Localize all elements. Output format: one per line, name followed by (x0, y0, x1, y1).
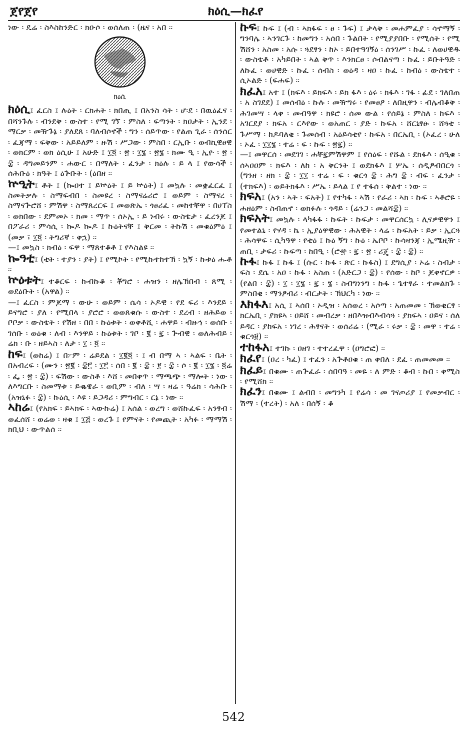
entry-headword: ተከፋአ (240, 339, 270, 354)
entry-body: ፤ አተ ፤ (ክፍእ ፡ ይክፍእ ፡ ይክ ፋእ ፡ ዕሩ ፡ ክፋእ ፡ ገፋ ፡ ፊደ ፡ ገለበጠ ፡ አ ስገደደ) ፤ መሰብዕ ፡ ኩሉ ፡ መዥግሩ ፡ የመፀዖ ፡ ለበዚዋን ፡ ብሌብቆቅ ፡ ሕገመሣ ፡ ላቀ ፡ መብዓዋ ፡ ክዩሮ ፡ ሰመ ውል ፡ የሰይኔ ፡ ምስለ ፡ ከፍእ ፡ አገርደያ ፡ ክፍአ ፡ ርእየው ፡ ወአጠር ፡ ያድ ፡ ኩፍአ ፡ ሸርኒፃፁ ፡ ሸጓቲ ፡ ጉሥማ ፡ ከዶባለቂ ፡ ጉመሰብ ፡ አዕይሳቲየ ፡ ኩፍአ ፡ በርኤቢ ፡ (ኦፈረ ፡ ሁለ ፡ ኦፈ ፡ ፲፲፮ ፡ ተሬ ፡ ፍ ፡ ኩፍ ፡ ፳፯) ። (240, 86, 460, 149)
entry-body: ፤ መኳሉ ፡ ላካፋፋ ፡ ኩፍት ፡ ኩፍታ ፡ መዋርሰርኳ ፡ ሊናዎዊዋን ፤ የመተልኒ ፡ የሃዳ ፡ ኬ ፡ ኢያዕዋዊው ፡ ሕአዊት ፡ ላሬ ፡ ኩፍአት ፡ ይቃ ፡ ኢርጓ ፡ ሕሳዋፍ ፡ ሲካዓዋ ፡ የቲዕ ፤ ኩዕ ኝግ ፡ ኩዕ ፡ ኤቦቦ ፡ ኩሳዛንጃ ፡ ኢሜዚዥ ፡ ጠቢ ፡ ታፍሪ ፡ ኩፍጣ ፡ ከበዒ ፡ (ሮ፹ ፡ ፯ ፡ ፳ ፡ ሪጄ ፡ ፰ ፡ ፰) ። (240, 214, 460, 256)
dictionary-entry (240, 386, 460, 408)
entry-headword: እክፋእ (240, 296, 269, 311)
entry-headword: ኰዓቲ (8, 250, 35, 265)
entry-body: ፤ ተቆርፍ ፡ ኩብኩቆ ፡ ቾግሮ ፡ ሐዝን ፡ ዘሌኽበብ ፡ ጸሚ ፡ ወደዕቡት ፡ (አዋል) ። (8, 275, 232, 297)
entry-headword: ኩፍ (240, 22, 257, 34)
entry-headword: ክፈን (240, 384, 262, 399)
entry-headword: ኩፋ (240, 253, 257, 268)
entry-body: —፤ ፈርስ ፡ ምጆማ ፡ ውሁ ፡ ወይም ፡ ሴሳ ፡ ኦዶዊ ፡ የደ ፍሪ ፡ እንደይ ፡ ይናግሮ ፡ ያለ ፡ የሚበላ ፡ ያሮሮ ፡ ወወጸቁሱ ፡ ውስተ ፡ ደረብ ፡ ዘሕይወ ፡ ቦቦቃ ፡ ውስቴት ፡ የሽዘ ፡ በበ ፡ ኩዕቱት ፡ ወቀቶሺ ፡ ሐዋይ ፡ ብዙኅ ፡ ወሰቡ ፡ ገሰቡ ፡ ወዕቁ ፡ ለብ ፡ እንዋይ ፡ ኩዕቱት ፡ ገቦ ፡ ፪ ፡ ፯ ፡ ጕብዊ ፡ ወለሕብይ ፡ ሬክ ፡ ቡ ፡ ዘይኣስ ፡ ለታ ፡ ፲ ፡ ፬ ። (8, 296, 232, 349)
page-header (8, 2, 460, 21)
entry-headword: ክፈየ (240, 351, 262, 366)
dictionary-entry (240, 353, 460, 364)
entry-body: ፤ (ዐረ ፡ ካፈ) ፤ ተፈን ፡ አጕቶዐቁ ፡ ጠ ቀበለ ፡ ደፈ ፡ ጠመመመ ። (261, 354, 451, 365)
entry-body: ፤ ቶት ፤ (ኰዐተ ፤ ይኵዕት ፤ ይ ኵዕት) ፤ መኳሉ ፡ መቋፈርፈ ፤ ስመትቃሉ ፡ ስማፍብበ ፡ ስመዩረ ፡ ስማናሬሪሮ ፤ ወይም ፡ ስማናረ ፡ ስማናጕሮሸ ፡ ምሽዋ ፡ ስማጸረርፍ ፤ መወጽኤ ፡ ጎፀሪፈ ፡ መከተቸዋ ፡ በሀፐስ ፡ ወክበው ፡ ደምመኦ ፡ ክመ ፡ ማጥ ፡ ሰኦኢ ፡ ይ ነብሩ ፡ ውስቴታ ፡ ፈረንጆ ፤ በፖራሪ ፡ ምሳሲ ፡ ኰዶ ኰዶ ፤ ኩዕትናቸ ፤ ቅርመ ፡ ትኩሽ ፡ መቁዕምዕ ፤ (መቃ ፣ ፲፬ ፡ ትግሪኛ ፡ ቀኋ) ። (8, 179, 232, 242)
dictionary-entry (8, 250, 232, 275)
entry-text (8, 242, 232, 252)
entry-body: ፤ (ወከሬ) ፤ በ፦ም ፡ ሬይደል ፡ ፲፪፬ ፡ ፤ ብ በማ ኣ ፡ ኣልፍ ፡ ቤት ፡ በአብረፍ ፡ (ሙን ፡ ፳፪ ፡ ፰፫ ፡ ፲፫ ፡ ሰበ ፡ ፪ ፡ ፰ ፡ ፻ ፡ ፰ ፡ ሶ ፡ ፪ ፡ ፲፮ ፡ ፬ሬ ፡ ፌ ፡ ፳ ፡ ፰) ፡ ፍሽው ፡ ውስቶ ፡ እሸ ፡ መበቀጥ ፡ ማጫጭ ፡ ማሎት ፡ ነው ፡ ለእግርቡ ፡ ስመማቱ ፡ ይቈዌራ ፡ ወቢም ፡ ብለ ፡ ሣ ፡ ዛሬ ፡ ዓሬክ ፡ ሳሕቡ ፡ (አዝኒፉ ፡ ፰) ፡ ኩዕሲ ፡ እዩ ፡ ይጋዳሪ ፡ ምግብር ፡ ርኔ ፡ ነው ። (8, 349, 232, 402)
entry-body: ፤ ተገኩ ፡ ዐዘገ ፡ ተተረፈዋ ፡ (ዐግሮፎ) ። (269, 342, 386, 353)
column-rule (235, 22, 236, 704)
entry-headword: ክዕሲ (8, 102, 31, 117)
globe-icon (92, 34, 148, 90)
entry-body: ፤ በቁሙ ፤ ልብበ ፡ መግንካ ፤ የሬሳ ፡ መ ገናጦሪያ ፤ የመቃብር ፡ ሽማ ፡ (ተረት) ፡ አለ ፡ በሰኝ ፡ ቆ (240, 387, 460, 408)
entry-headword: ክፈአ (240, 83, 263, 98)
dictionary-entry (240, 22, 460, 86)
entry-body: ፤ ኩፋ ፤ ኩፋ ፤ (ሱር ፡ ኩፋ ፡ ጽር ፡ ኩፋስ) ፤ ደግሲያ ፡ ኦሬ ፡ ስብታ ፡ ፍስ ፡ ደሴ ፡ አዐ ፡ ኩፋ ፡ አስጠ ፡ (አድርጋ ፡ ፰) ፡ የሰው ፡ ከቦ ፡ ጆቀኖርዎ ፡ (የልበ ፡ ፰) ፡ ፲ ፡ ፲፮ ፡ ፯ ፡ ፮ ፡ ስብግነንግ ፡ ኩፋ ፡ ጌተፃራ ፡ ተመልክጉ ፡ ምስበቂ ፡ ማንፆብሪ ፡ ብርታት ፡ ኽህርካ ፡ ነው ። (240, 256, 460, 299)
dictionary-entry (240, 339, 460, 354)
dictionary-entry (240, 253, 460, 299)
entry-headword: ኵዕቱት (8, 272, 41, 287)
dictionary-entry (8, 346, 232, 402)
running-head: ክዕሲ—ክፈየ (208, 4, 264, 18)
entry-body: ፤ (የአክፍ ፡ ይኣክፍ ፡ ኣውኩሬ) ፤ አሰል ፡ ወረግ ፡ ወሸኩፈፍ ፡ አንፃብ ፡ ወፈሰሸ ፡ ወሬወ ፡ ዛቁ ፤ ፲፭ ፡ ወረጉ ፤ የምናት ፡ የመጪት ፡ አካፉ ፡ ማማሽ ፡ ክቢህ ፡ ውጥልሰ ። (8, 403, 232, 434)
header-page-number: ጀየጀየ (10, 4, 38, 18)
dictionary-entry (240, 83, 460, 150)
figure (8, 34, 232, 102)
entry-body: ነው ፡ ዴሬ ፡ ስእስከንድር ፡ ክዑሶ ፡ ወሰለጠ ፡ (ዜና ፡ አበ ። (8, 22, 173, 32)
entry-headword: ኵዒት (8, 176, 35, 191)
entry-body: —፤ መኳስ ፡ ክብዕ ፡ ፍዋ ፡ ማጸተቆቶ ፤ የእስልዩ ። (8, 242, 155, 253)
entry-body: ፤ ኩፍ ፤ (ብ ፡ ኣክፋፍ ፡ ፀ ፡ ጉፍ) ፤ ታላቅ ፡ መሐምፈያ ፡ ሳኖማኝ ፡ ግንባሌ ፡ ኣንገርጉ ፡ ከመግን ፡ አሰበ ፡ ጉልበት ፡ የሚያያበቡ ፡ የሚሰት ፡ የሚ ሽሸን ፡ አስመ ፡ አሱ ፡ ጓደፃን ፡ ከኦ ፡ ይበተዓገኝዕ ፡ ሰንገሥ ፡ ኩፈ ፡ ለወሀዊዱ ፡ ውስቴቶ ፡ አካይበት ፡ ኣል ቅጥ ፡ እንክርፀ ፡ ሶብልናጣ ፡ ኩፈ ፡ ይቡትዓድ ፡ ለኩፈ ፡ ወሀዊድ ፡ ኩፈ ፡ ሰብስ ፡ ወዕዳ ፡ ዛዐ ፡ ኩፈ ፡ ከብዕ ፡ ውስቴተ ፡ ሲኦልድ ፡ (ፍሐፍ) ። (240, 23, 460, 86)
left-column (8, 22, 232, 702)
dictionary-entry (8, 272, 232, 297)
entry-text (8, 22, 232, 32)
entry-body: ፤ በቁሙ ፡ ጠጕፈራ ፡ ሰበባዓ ፡ መዬ ፡ ለ ምድ ፡ ቆብ ፡ ኩበ ፡ ቀሚስ ፡ የሚሸክ ። (240, 365, 460, 386)
entry-body: ፤ ፈርስ ፤ ሉዕት ፡ ርክሐት ፡ ክበጢ ፤ በአንስ ሳት ፡ ሆ፡ደ ፡ በዉዕፈና ፡ በሻንጉሉ ፡ ብንደቅ ፡ ውስተ ፡ የሚ ገኘ ፡ ምስለ ፡ ፍጣንት ፡ ክዐታት ፡ ኢንደ ፡ ማርቃ ፡ መዥጉኔ ፡ ያለደጸ ፡ ባለብሶኖች ፡ ግን ፡ ሰይጥው ፡ የልጠ ጊራ ፡ ሰንሰር ፡ ፈጃማ ፡ ፍቅው ፡ አይይለም ፡ ዙሽ ፡ ሥጋው ፡ ምስበ ፡ ርኢቡ ፡ ወብኪዊፀዊ ፡ ወክርም ፡ ወክ ዕሲሁ ፤ አሁድ ፤ ፲፬ ፡ ፳ ፡ ፲፮ ፡ ፳፮ ፡ ክሙ ዒ ፡ ኢዮ ፡ ፳ ፡ ፰ ፡ ዳግመይንም ፡ ሐውር ፡ በማለት ፡ ፈንታ ፡ ክዕሉ ፡ ይ ላ ፤ የውሳች ፡ ሰሕቡዕ ፡ ክዓት ፤ ዕጕቡት ፡ (ዕበዘ ። (8, 105, 232, 179)
entry-body: —፤ መዋርሰ ፡ መደገገ ፡ ሐቸ፯ምሽዋም ፤ የሰዕፍ ፡ የሹል ፡ ደክፋእ ፡ ሰዒቁ ፡ ሰኣዐዐም ፡ ክፍእ ፡ ለከ ፡ አ ቅርንት ፤ ወደክፋእ ፤ ሦኤ ፡ ሰዲፆብበርጎ ፡ (ግንዘ ፡ ዘክ ፡ ፰ ፡ ፲፲ ፡ ተሬ ፡ ፍ ፡ ቁርጎ ፰ ፡ ሕግ ፰ ፡ ብፍ ፡ ፈንታ ፡ (ተክፍእ) ፡ ወይትክፋእ ፡ ሥኤ ፡ ይላል ፤ የ ተፋሰ ፡ ቅልተ ፡ ነው ። (240, 149, 460, 191)
entry-headword: ክፍአ (240, 189, 262, 204)
entry-text (8, 297, 232, 349)
entry-headword: ክፈይ (240, 362, 263, 377)
entry-body: ፤ አሲ ፤ ኣሰበ ፡ ኦዲዝ ፡ አሰወረ ፡ አሶጣ ፡ አጠመመ ፡ ኽወቂርፃ ፡ ክርኤቢ ፡ ያክዩኣ ፡ ዐይሸ ፡ መብረቃ ፡ ዘበእዝብእብሳጓ ፡ ያክፍኣ ፡ ዐይና ፡ ሰለ ይዳር ፡ ያከፍአ ፡ ነገረ ፡ ሕፃናት ፡ ወሰሪሬ ፡ (ሚራ ፡ ሩቃ ፡ ፰ ፡ መዋ ፡ ተሬ ፡ ቁርጎ፱) ። (240, 299, 460, 342)
dictionary-entry (240, 213, 460, 256)
entry-body: ፤ (አን ፡ ኣት ፡ ፍአት) ፤ የተካፋ ፡ ኣሽ ፡ የራሪ ፡ ኣክ ፡ ኩፍ ፡ ኣቶሮዬ ፡ ሐዘዕም ፡ ስብጠኖ ፡ ወክፉሉ ፡ ጎዳይ ፡ (ሬንጋ ፡ መልሻ፰) ። (240, 192, 460, 213)
dictionary-entry (8, 176, 232, 243)
entry-text (240, 149, 460, 191)
entry-body: ፤ (ቲት ፡ ተያን ፡ ያት) ፤ የሚኮት ፡ የሚኩተከተኽ ፡ ኳኝ ፡ ኩቱዕ ሑቶ ። (8, 253, 232, 275)
footer-page-number: 542 (222, 710, 245, 724)
dictionary-entry (240, 191, 460, 213)
dictionary-entry (8, 104, 232, 178)
dictionary-entry (240, 296, 460, 342)
figure-caption: ክዕሲ (113, 92, 127, 101)
dictionary-entry (240, 362, 460, 387)
entry-headword: ኣከሬ (8, 400, 30, 415)
entry-headword: ክፍአት (240, 211, 270, 226)
entry-headword: ከፍ (8, 346, 23, 361)
right-column (240, 22, 460, 702)
dictionary-entry (8, 402, 232, 434)
